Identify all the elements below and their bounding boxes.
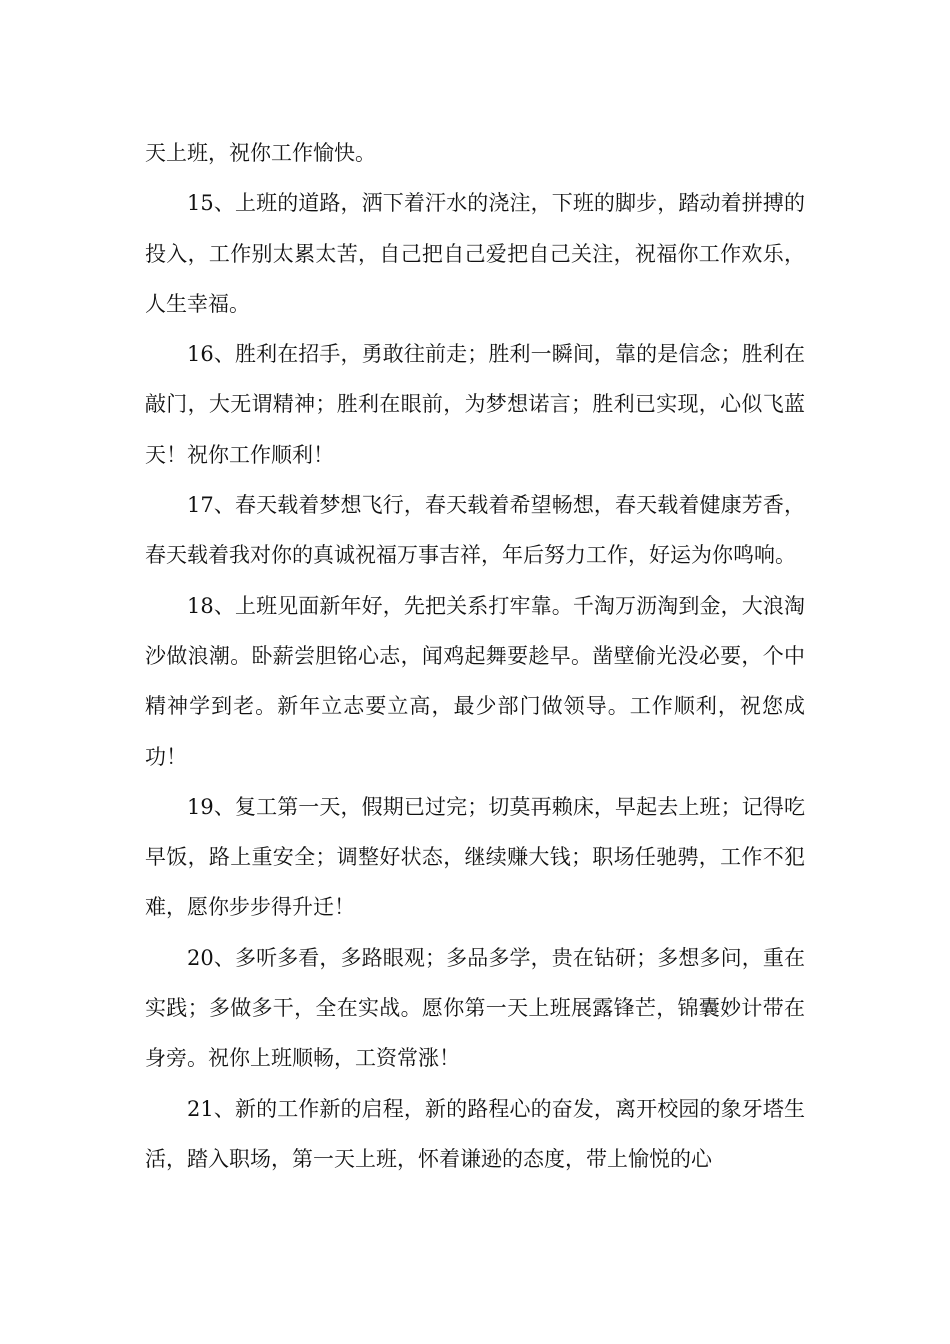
paragraph-item-16: 16、胜利在招手，勇敢往前走；胜利一瞬间，靠的是信念；胜利在敲门，大无谓精神；胜利在眼前，为梦想诺言；胜利已实现，心似飞蓝天！祝你工作顺利！	[145, 342, 805, 467]
paragraph-item-15: 15、上班的道路，洒下着汗水的浇注，下班的脚步，踏动着拼搏的投入，工作别太累太苦，自己把自己爱把自己关注，祝福你工作欢乐，人生幸福。	[145, 191, 805, 316]
paragraph-item-18: 18、上班见面新年好，先把关系打牢靠。千淘万沥淘到金，大浪淘沙做浪潮。卧薪尝胆铭心志，闻鸡起舞要趁早。凿壁偷光没必要，个中精神学到老。新年立志要立高，最少部门做领导。工作顺利，祝您成功！	[145, 593, 805, 769]
paragraph-item-17: 17、春天载着梦想飞行，春天载着希望畅想，春天载着健康芳香，春天载着我对你的真诚祝福万事吉祥，年后努力工作，好运为你鸣响。	[145, 493, 805, 568]
document-body	[145, 128, 805, 1184]
paragraph-item-21: 21、新的工作新的启程，新的路程心的奋发，离开校园的象牙塔生活，踏入职场，第一天上班，怀着谦逊的态度，带上愉悦的心	[145, 1096, 805, 1171]
paragraph-continuation: 天上班，祝你工作愉快。	[145, 141, 376, 165]
paragraph-item-19: 19、复工第一天，假期已过完；切莫再赖床，早起去上班；记得吃早饭，路上重安全；调整好状态，继续赚大钱；职场任驰骋，工作不犯难，愿你步步得升迁！	[145, 794, 805, 920]
paragraph-item-20: 20、多听多看，多路眼观；多品多学，贵在钻研；多想多问，重在实践；多做多干，全在实战。愿你第一天上班展露锋芒，锦囊妙计带在身旁。祝你上班顺畅，工资常涨！	[145, 945, 805, 1071]
